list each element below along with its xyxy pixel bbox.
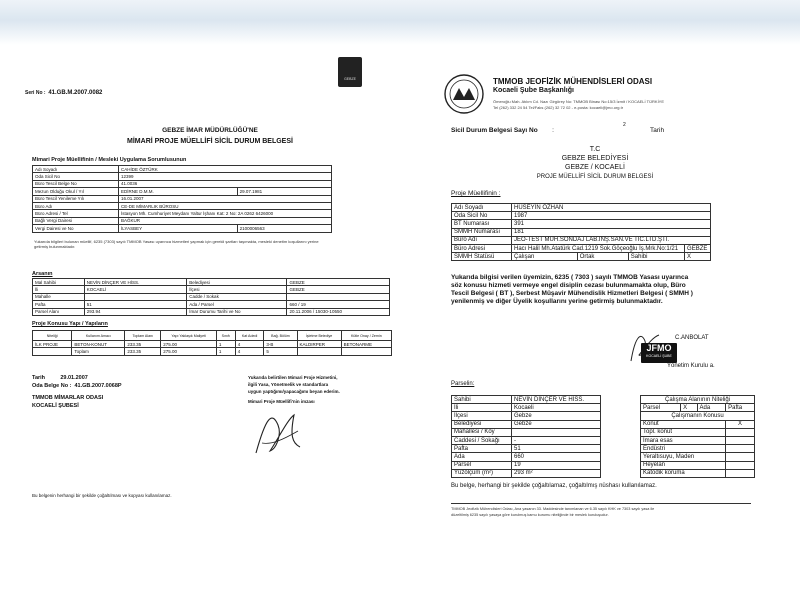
proje-header: Kütle Onay / Zemin — [341, 331, 391, 341]
parsel-key: İli — [452, 404, 512, 412]
calisma-value — [726, 453, 755, 461]
proje-cell: 275.00 — [161, 348, 217, 355]
parsel-value: 51 — [512, 445, 601, 453]
para-line-4: yenilenmiş ve diğer Üyelik koşullarını yerine getirmiş bulunmaktadır. — [451, 298, 663, 305]
board-label: Yönetim Kurulu a. — [667, 363, 715, 369]
muellif-key: BT Numarası — [452, 220, 512, 228]
calisma-konusu: Çalışmanın Konusu — [641, 412, 755, 420]
calisma-sub-cell: Pafta — [726, 404, 755, 412]
calisma-value — [726, 436, 755, 444]
office-name: TMMOB MİMARLAR ODASI — [32, 395, 104, 401]
calisma-row — [641, 453, 755, 461]
calisma-value — [726, 428, 755, 436]
arsa-cell: KOCAELİ — [84, 286, 187, 293]
muellif-row — [452, 228, 711, 236]
proje-header: İşletme Belediye — [297, 331, 341, 341]
arsa-cell — [84, 293, 187, 300]
proje-cell — [297, 348, 341, 355]
proje-cell: 5 — [264, 348, 297, 355]
heading-municipality: GEBZE BELEDİYESİ — [561, 155, 629, 162]
heading-tc: T.C — [589, 146, 601, 153]
parsel-row — [452, 461, 601, 469]
para-line-3: Tescil Belgesi ( BT ), Serbest Müşavir Mühendislik Hizmetleri Belgesi ( SMMH ) — [451, 290, 693, 297]
info-row — [33, 188, 332, 195]
serial-number: Seri No : 41.GB.M.2007.0082 — [25, 90, 103, 96]
copy-warning: Bu belge, herhangi bir şekilde çoğaltılamaz, çoğaltılmış nüshası kullanılamaz. — [451, 483, 657, 489]
info-key: Adı Soyadı — [33, 166, 119, 173]
jfmo-stamp: JFMO KOCAELİ ŞUBE — [641, 343, 677, 363]
muellif-value: Hacı Halil Mh.Atatürk Cad.1219 Sok.Göçeoğlu İş.Mrk.No:1/21 — [512, 244, 685, 252]
status-option: Sahibi — [628, 253, 684, 261]
declaration-line-2: ilgili Yasa, Yönetmelik ve standartlara — [248, 382, 329, 387]
info-value-2: 2100006563 — [237, 225, 331, 232]
proje-cell: Toplam — [72, 348, 125, 355]
parsel-value: Gebze — [512, 412, 601, 420]
page-title: GEBZE İMAR MÜDÜRLÜĞÜ'NE — [162, 127, 258, 134]
muellif-key: Büro Adresi — [452, 244, 512, 252]
muellif-row — [452, 236, 711, 244]
parsel-value: NEVİN DİNÇER VE HİSS. — [512, 396, 601, 404]
calisma-key: Konut — [641, 420, 726, 428]
muellif-label: Proje Müellifinin : — [451, 190, 501, 197]
calisma-table — [640, 395, 755, 478]
calisma-row — [641, 469, 755, 477]
arsa-cell: Mahalle — [33, 293, 85, 300]
arsa-cell: Parsel Alanı — [33, 308, 85, 315]
arsa-cell: Belediyesi — [187, 279, 287, 286]
calisma-row — [641, 428, 755, 436]
left-footer: Bu belgenin herhangi bir şekilde çoğaltılması ve kopyası kullanılamaz. — [32, 493, 172, 498]
para-line-1: Yukarıda bilgisi verilen üyemizin, 6235 ( 7303 ) sayılı TMMOB Yasası uyarınca — [451, 274, 689, 281]
parsel-key: Ada — [452, 453, 512, 461]
arsa-cell — [287, 293, 390, 300]
parsel-row — [452, 412, 601, 420]
proje-header: Kat Adedi — [235, 331, 264, 341]
calisma-value — [726, 461, 755, 469]
calisma-key: İmara esas — [641, 436, 726, 444]
info-row — [33, 225, 332, 232]
info-row — [33, 173, 332, 180]
mimari-proje-belgesi-sheet — [20, 45, 400, 545]
muellif-value: HÜSEYİN ÖZHAN — [512, 204, 711, 212]
info-value: 41.0036 — [119, 180, 332, 187]
parsel-row — [452, 436, 601, 444]
info-value: CAHİDE ÖZTÜRK — [119, 166, 332, 173]
parsel-key: Parsel — [452, 461, 512, 469]
muellif-table — [451, 203, 711, 261]
top-gradient-bar — [0, 0, 800, 45]
parsel-row — [452, 420, 601, 428]
muellif-key: Büro Adı — [452, 236, 512, 244]
heading-location: GEBZE / KOCAELİ — [565, 164, 625, 171]
calisma-row — [641, 461, 755, 469]
section-title: Mimari Proje Müellifinin / Mesleki Uygulama Sorumlusunun — [32, 157, 187, 163]
sicil-number: 2 — [623, 122, 626, 128]
arsa-cell: 20.11.2006 / 15030-10550 — [287, 308, 390, 315]
handwritten-signature — [248, 405, 308, 460]
proje-cell: BETONARME — [341, 341, 391, 348]
org-name: TMMOB JEOFİZİK MÜHENDİSLERİ ODASI — [493, 77, 653, 86]
parsel-key: İlçesi — [452, 412, 512, 420]
office-branch: KOCAELİ ŞUBESİ — [32, 403, 79, 409]
arsa-table — [32, 278, 390, 316]
muellif-value: JEO-TEST MÜH.SONDAJ LAB.İNŞ.SAN.VE TİC.LTD.ŞTİ. — [512, 236, 711, 244]
para-line-2: söz konusu hizmeti vermeye engel disiplin cezası bulunmamakta olup, Büro — [451, 282, 686, 289]
arsa-row — [33, 286, 390, 293]
parsel-key: Belediyesi — [452, 420, 512, 428]
arsa-cell: İli — [33, 286, 85, 293]
proje-header: Bağ. Bölüm — [264, 331, 297, 341]
arsa-cell: İmar Durumu Tarihi ve No — [187, 308, 287, 315]
footer-line-1: TMMOB Jeofizik Mühendisleri Odası, Ana yasanın 33. Maddesinde tanımlanan ve 6.35 sayılı KHK ve 7303 sayılı yasa ile — [451, 507, 655, 511]
info-key: Büro Tescil Yenileme Yılı — [33, 195, 119, 202]
declaration-line-1: Yukarıda belirtilen Mimari Proje Hizmetini, — [248, 375, 338, 380]
proje-cell: 275.00 — [161, 341, 217, 348]
muellif-value: 1987 — [512, 212, 711, 220]
arsa-cell: 51 — [84, 301, 187, 308]
proje-header: Niteliği — [33, 331, 72, 341]
arsa-cell: Pafta — [33, 301, 85, 308]
calisma-sub-cell: Parsel — [641, 404, 681, 412]
org-contact: Tel (262) 332 24 54 Tel/Faks (262) 32 72 02 - e-posta: kocaeli@jmo.org.tr — [493, 105, 624, 110]
proje-header: Kullanım Amacı — [72, 331, 125, 341]
arsa-cell: Mal Sahibi — [33, 279, 85, 286]
signer-label: Mimari Proje Müellifi'nin imzası — [248, 399, 315, 404]
info-row — [33, 195, 332, 202]
proje-cell: KALDIRPER — [297, 341, 341, 348]
board-name: C.ANBOLAT — [675, 335, 709, 341]
proje-header: Sınıfı — [216, 331, 235, 341]
calisma-value — [726, 445, 755, 453]
proje-cell: BETON-KONUT — [72, 341, 125, 348]
muellif-value: 181 — [512, 228, 711, 236]
page-subtitle: MİMARİ PROJE MÜELLİFİ SİCİL DURUM BELGESİ — [127, 138, 293, 145]
muellif-value: 391 — [512, 220, 711, 228]
arsa-cell: Cadde / Sokak — [187, 293, 287, 300]
parsel-key: Pafta — [452, 445, 512, 453]
parsel-key: Mahallesi / Köy — [452, 428, 512, 436]
calisma-row — [641, 436, 755, 444]
parsel-value: 19 — [512, 461, 601, 469]
status-key: SMMH Statüsü — [452, 253, 512, 261]
parsel-row — [452, 404, 601, 412]
muellif-row — [452, 244, 711, 252]
arsa-row — [33, 308, 390, 315]
parsel-row — [452, 445, 601, 453]
muellif-info-table — [32, 165, 332, 233]
parsel-value: - — [512, 436, 601, 444]
calisma-key: Yeraltısuyu, Maden — [641, 453, 726, 461]
parsel-value: Gebze — [512, 420, 601, 428]
muellif-key: Oda Sicil No — [452, 212, 512, 220]
info-value: İstasyon Mh. Cumhuriyet Meydanı Yaltur İşhanı Kat: 2 No: 2A 0262 6426000 — [119, 210, 332, 217]
proje-cell — [33, 348, 72, 355]
calisma-row — [641, 445, 755, 453]
org-branch: Kocaeli Şube Başkanlığı — [493, 87, 574, 94]
muellif-row — [452, 220, 711, 228]
calisma-value: X — [726, 420, 755, 428]
proje-table — [32, 330, 392, 356]
calisma-header: Çalışma Alanının Niteliği — [641, 396, 755, 404]
arsa-cell: GEBZE — [287, 286, 390, 293]
info-row — [33, 217, 332, 224]
calisma-key: Endüstri — [641, 445, 726, 453]
info-key: Büro Adı — [33, 202, 119, 209]
muellif-key: SMMH Numarası — [452, 228, 512, 236]
proje-header: Yapı Yaklaşık Maliyeti — [161, 331, 217, 341]
arsa-section-title: Arsanın — [32, 271, 53, 277]
calisma-sub-cell: X — [681, 404, 697, 412]
arsa-cell: NEVİN DİNÇER VE HİSS. — [84, 279, 187, 286]
calisma-sub-row — [641, 404, 755, 412]
info-value-2: 29.07.1981 — [237, 188, 331, 195]
muellif-row — [452, 204, 711, 212]
info-key: Büro Adresi / Tel — [33, 210, 119, 217]
proje-row — [33, 348, 392, 355]
info-row — [33, 180, 332, 187]
info-value: BAĞKUR — [119, 217, 332, 224]
proje-cell: 1 — [216, 341, 235, 348]
jmo-logo-icon — [443, 73, 485, 115]
muellif-note: Yukarıda bilgileri bulunan müellif, 6235 (7303) sayılı TMMOB Yasası uyarınca hizmetleri yapmak için gerekli şartları taşımakta, mesleki denetim koşullarını yerine getirmiş bulunmaktadır. — [34, 239, 319, 249]
info-value: 16.01.2007 — [119, 195, 332, 202]
info-row — [33, 166, 332, 173]
parsel-value — [512, 428, 601, 436]
info-value: CE-DE MİMARLIK BÜROSU — [119, 202, 332, 209]
status-option: Çalışan — [512, 253, 578, 261]
muellif-key: Adı Soyadı — [452, 204, 512, 212]
belge-date: Tarih 29.01.2007 — [32, 375, 88, 381]
info-row — [33, 210, 332, 217]
calisma-key: Heyelan — [641, 461, 726, 469]
parsel-value: 660 — [512, 453, 601, 461]
municipality-stamp: GEBZE — [338, 57, 362, 87]
arsa-cell: İlçesi — [187, 286, 287, 293]
arsa-row — [33, 279, 390, 286]
parsel-row — [452, 428, 601, 436]
parsel-label: Parselin: — [451, 381, 475, 387]
info-key: Bağlı Vergi Dairesi — [33, 217, 119, 224]
calisma-value — [726, 469, 755, 477]
arsa-cell: 660 / 19 — [287, 301, 390, 308]
status-option: X — [685, 253, 711, 261]
parsel-key: Yüzölçüm (m²) — [452, 469, 512, 477]
arsa-cell: GEBZE — [287, 279, 390, 286]
calisma-sub-cell: Ada — [697, 404, 726, 412]
proje-cell: 233.35 — [125, 348, 161, 355]
org-address: Ömeroğlu Mah. Atılım Cd. Nazı Girgörey No: TMMOB Binası No:15/3 İzmit / KOCAELİ TÜRKİYE — [493, 99, 665, 104]
calisma-header-row — [641, 396, 755, 404]
parsel-table — [451, 395, 601, 478]
info-key: Büro Tescil Belge No — [33, 180, 119, 187]
muellif-row — [452, 212, 711, 220]
footer-line-2: düzeltilmiş 6235 sayılı yasaya göre kurulmuş kamu kurumu niteliğinde bir meslek kuruluşudur. — [451, 513, 609, 517]
proje-cell: 4 — [235, 341, 264, 348]
proje-cell: 3-B — [264, 341, 297, 348]
info-value: EDİRNE D.M.M. — [119, 188, 238, 195]
proje-cell: 1 — [216, 348, 235, 355]
parsel-key: Caddesi / Sokağı — [452, 436, 512, 444]
oda-belge-no: Oda Belge No : 41.GB.2007.0068P — [32, 383, 122, 389]
info-row — [33, 202, 332, 209]
parsel-row — [452, 453, 601, 461]
jeofizik-belgesi-sheet — [405, 45, 785, 545]
proje-cell: İLK PROJE — [33, 341, 72, 348]
proje-cell: 4 — [235, 348, 264, 355]
calisma-konusu-row — [641, 412, 755, 420]
calisma-row — [641, 420, 755, 428]
parsel-row — [452, 469, 601, 477]
proje-cell — [341, 348, 391, 355]
parsel-row — [452, 396, 601, 404]
arsa-cell: Ada / Parsel — [187, 301, 287, 308]
arsa-row — [33, 293, 390, 300]
parsel-value: Kocaeli — [512, 404, 601, 412]
declaration-line-3: uygun yaptığımı/yapacağımı beyan ederim. — [248, 389, 340, 394]
status-option: Ortak — [577, 253, 628, 261]
info-value: 12399 — [119, 173, 332, 180]
sicil-line: Sicil Durum Belgesi Sayı No : — [451, 127, 554, 134]
arsa-cell: 293.94 — [84, 308, 187, 315]
document-subtitle: PROJE MÜELLİFİ SİCİL DURUM BELGESİ — [536, 174, 654, 180]
info-key: Oda Sicil No — [33, 173, 119, 180]
status-row — [452, 253, 711, 261]
calisma-key: Katodik koruma — [641, 469, 726, 477]
parsel-value: 293 m² — [512, 469, 601, 477]
sicil-date-label: Tarih — [650, 127, 665, 134]
calisma-key: Topl. konut — [641, 428, 726, 436]
proje-header: Toplam Alanı — [125, 331, 161, 341]
proje-row — [33, 341, 392, 348]
proje-section-title: Proje Konusu Yapı / Yapıların — [32, 321, 108, 327]
arsa-row — [33, 301, 390, 308]
info-key: Vergi Dairesi ve No — [33, 225, 119, 232]
parsel-key: Sahibi — [452, 396, 512, 404]
info-value: İLYASBEY — [119, 225, 238, 232]
muellif-value-2: GEBZE — [685, 244, 711, 252]
info-key: Mezun Olduğu Okul / Yıl — [33, 188, 119, 195]
proje-cell: 233.35 — [125, 341, 161, 348]
